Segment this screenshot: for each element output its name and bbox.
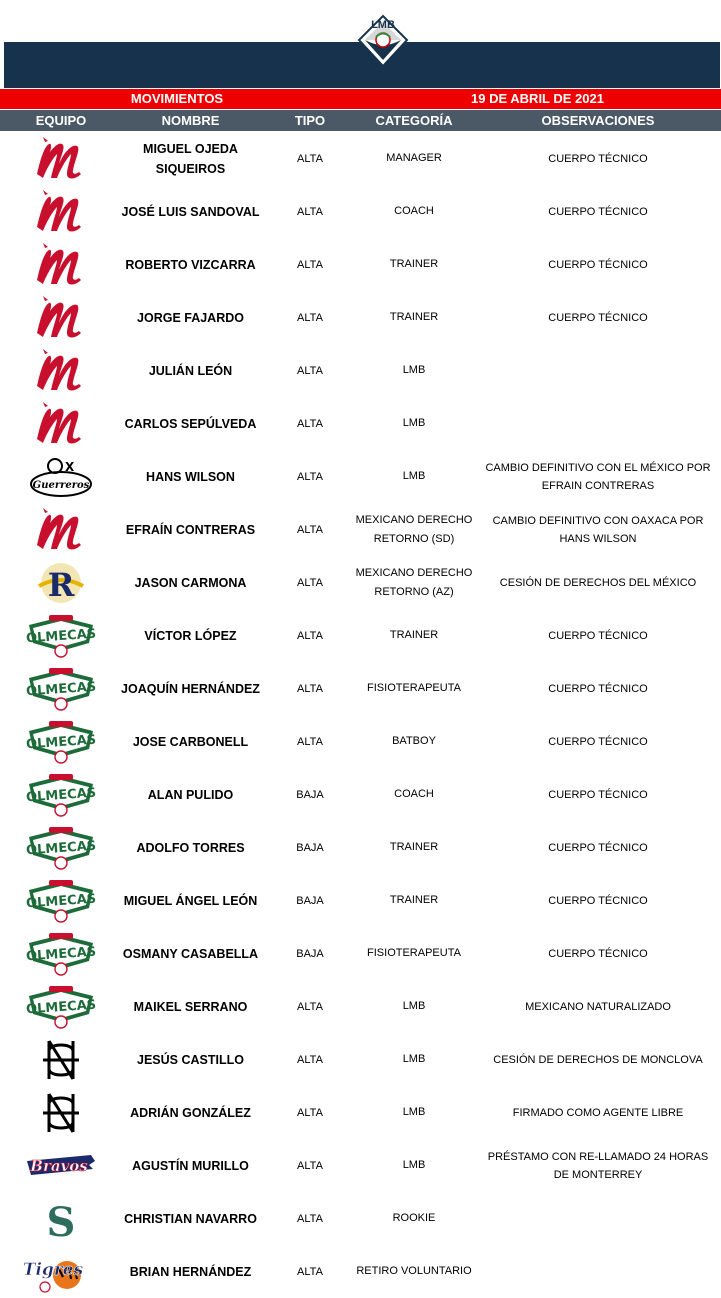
movement-observations: CAMBIO DEFINITIVO CON EL MÉXICO POR EFRAIN CONTRERAS xyxy=(485,461,711,492)
movement-category: LMB xyxy=(402,1053,426,1065)
movement-type: ALTA xyxy=(297,735,323,748)
player-name: VÍCTOR LÓPEZ xyxy=(144,628,237,643)
olmecas-logo xyxy=(23,772,99,818)
movement-type: ALTA xyxy=(297,1159,323,1172)
player-name: JESÚS CASTILLO xyxy=(137,1052,244,1067)
team-logo-cell xyxy=(18,768,104,821)
movement-type: BAJA xyxy=(296,894,324,907)
table-row xyxy=(0,662,721,715)
team-logo-cell xyxy=(18,185,104,238)
movement-observations: CUERPO TÉCNICO xyxy=(548,894,648,907)
movement-category: ROOKIE xyxy=(392,1212,436,1224)
movement-observations xyxy=(478,397,718,450)
player-name: JORGE FAJARDO xyxy=(137,310,244,325)
movement-type: ALTA xyxy=(297,1053,323,1066)
movement-category: BATBOY xyxy=(392,735,436,747)
bravos-logo xyxy=(23,1143,99,1189)
diablos-logo xyxy=(23,348,99,394)
olmecas-logo xyxy=(23,825,99,871)
olmecas-logo xyxy=(23,719,99,765)
movement-type: ALTA xyxy=(297,417,323,430)
player-name: JOSE CARBONELL xyxy=(132,734,249,749)
movement-type: ALTA xyxy=(297,1000,323,1013)
team-logo-cell xyxy=(18,291,104,344)
col-tipo: TIPO xyxy=(294,113,326,128)
table-row xyxy=(0,768,721,821)
table-row xyxy=(0,874,721,927)
team-logo-cell xyxy=(18,609,104,662)
title-bar xyxy=(0,89,721,109)
olmecas-logo xyxy=(23,666,99,712)
table-row xyxy=(0,132,721,185)
movement-category: MEXICANO DERECHO RETORNO (AZ) xyxy=(355,566,473,598)
movement-type: BAJA xyxy=(296,947,324,960)
movement-observations: CUERPO TÉCNICO xyxy=(548,311,648,324)
movement-observations: CUERPO TÉCNICO xyxy=(548,258,648,271)
table-row xyxy=(0,397,721,450)
team-logo-cell xyxy=(18,344,104,397)
movement-observations xyxy=(478,1192,718,1245)
movimientos-title: MOVIMIENTOS xyxy=(130,91,224,106)
movements-table xyxy=(0,132,721,1298)
movement-observations: CESIÓN DE DERECHOS DE MONCLOVA xyxy=(493,1053,703,1066)
diablos-logo xyxy=(23,136,99,182)
table-row xyxy=(0,1139,721,1192)
team-logo-cell xyxy=(18,238,104,291)
movement-observations: CUERPO TÉCNICO xyxy=(548,682,648,695)
movement-observations: CUERPO TÉCNICO xyxy=(548,152,648,165)
player-name: JOAQUÍN HERNÁNDEZ xyxy=(121,681,260,696)
movement-observations: MEXICANO NATURALIZADO xyxy=(525,1000,671,1013)
movement-category: FISIOTERAPEUTA xyxy=(367,682,461,694)
movement-observations: CUERPO TÉCNICO xyxy=(548,205,648,218)
table-row xyxy=(0,1086,721,1139)
player-name: JULIÁN LEÓN xyxy=(148,363,233,378)
movement-category: LMB xyxy=(402,1000,426,1012)
movement-type: ALTA xyxy=(297,311,323,324)
player-name: EFRAÍN CONTRERAS xyxy=(125,522,256,537)
table-row xyxy=(0,503,721,556)
team-logo-cell xyxy=(18,556,104,609)
table-row xyxy=(0,344,721,397)
player-name: MIGUEL OJEDA SIQUEIROS xyxy=(143,141,238,176)
movement-observations: CUERPO TÉCNICO xyxy=(548,735,648,748)
team-logo-cell xyxy=(18,980,104,1033)
lmb-logo-text: LMB xyxy=(371,19,395,31)
movement-category: LMB xyxy=(402,364,426,376)
col-observaciones: OBSERVACIONES xyxy=(541,113,655,128)
table-row xyxy=(0,927,721,980)
movement-observations xyxy=(478,344,718,397)
team-logo-cell xyxy=(18,874,104,927)
movement-type: ALTA xyxy=(297,1212,323,1225)
movement-category: TRAINER xyxy=(389,841,439,853)
movement-type: ALTA xyxy=(297,258,323,271)
movement-type: ALTA xyxy=(297,470,323,483)
movement-observations: CESIÓN DE DERECHOS DEL MÉXICO xyxy=(499,576,697,589)
diablos-logo xyxy=(23,189,99,235)
date-label: 19 DE ABRIL DE 2021 xyxy=(471,91,604,106)
player-name: AGUSTÍN MURILLO xyxy=(132,1158,249,1173)
team-logo-cell xyxy=(18,1192,104,1245)
table-row xyxy=(0,185,721,238)
diablos-logo xyxy=(23,507,99,553)
player-name: OSMANY CASABELLA xyxy=(122,946,259,961)
movement-observations xyxy=(478,1245,718,1298)
movement-category: TRAINER xyxy=(389,894,439,906)
team-logo-cell xyxy=(18,1033,104,1086)
movement-observations: CUERPO TÉCNICO xyxy=(548,841,648,854)
team-logo-cell xyxy=(18,821,104,874)
saraperos-logo xyxy=(23,1196,99,1242)
movement-category: LMB xyxy=(402,417,426,429)
player-name: HANS WILSON xyxy=(146,469,235,484)
team-logo-cell xyxy=(18,927,104,980)
table-row xyxy=(0,715,721,768)
movement-observations: CAMBIO DEFINITIVO CON OAXACA POR HANS WILSON xyxy=(492,514,704,545)
olmecas-logo xyxy=(23,878,99,924)
olmecas-logo xyxy=(23,931,99,977)
team-logo-cell xyxy=(18,503,104,556)
team-logo-cell xyxy=(18,397,104,450)
table-row xyxy=(0,609,721,662)
diablos-logo xyxy=(23,242,99,288)
player-name: ADRIÁN GONZÁLEZ xyxy=(130,1105,251,1120)
team-logo-cell xyxy=(18,450,104,503)
diablos-logo xyxy=(23,401,99,447)
player-name: ADOLFO TORRES xyxy=(136,840,245,855)
player-name: CARLOS SEPÚLVEDA xyxy=(124,416,257,431)
movement-type: ALTA xyxy=(297,629,323,642)
movement-observations: FIRMADO COMO AGENTE LIBRE xyxy=(512,1106,684,1119)
movement-type: ALTA xyxy=(297,364,323,377)
table-row xyxy=(0,238,721,291)
table-row xyxy=(0,980,721,1033)
movement-type: ALTA xyxy=(297,523,323,536)
col-equipo: EQUIPO xyxy=(35,113,87,128)
movement-type: ALTA xyxy=(297,682,323,695)
player-name: ROBERTO VIZCARRA xyxy=(125,257,256,272)
movement-type: BAJA xyxy=(296,788,324,801)
movement-type: ALTA xyxy=(297,1106,323,1119)
player-name: JOSÉ LUIS SANDOVAL xyxy=(121,204,260,219)
table-row xyxy=(0,291,721,344)
team-logo-cell xyxy=(18,662,104,715)
table-row xyxy=(0,450,721,503)
movement-type: BAJA xyxy=(296,841,324,854)
team-logo-cell xyxy=(18,1139,104,1192)
acereros-logo xyxy=(23,1037,99,1083)
movement-category: RETIRO VOLUNTARIO xyxy=(356,1265,472,1277)
guerreros-logo xyxy=(23,454,99,500)
movement-category: COACH xyxy=(394,205,434,217)
acereros-logo xyxy=(23,1090,99,1136)
movement-category: LMB xyxy=(402,1106,426,1118)
team-logo-cell xyxy=(18,1245,104,1298)
team-logo-cell xyxy=(18,1086,104,1139)
movement-type: ALTA xyxy=(297,576,323,589)
movement-category: TRAINER xyxy=(389,311,439,323)
team-logo-cell xyxy=(18,715,104,768)
movement-category: TRAINER xyxy=(389,629,439,641)
tigres-logo xyxy=(23,1249,99,1295)
table-row xyxy=(0,556,721,609)
movement-type: ALTA xyxy=(297,152,323,165)
player-name: MAIKEL SERRANO xyxy=(133,999,248,1014)
movement-type: ALTA xyxy=(297,205,323,218)
table-row xyxy=(0,821,721,874)
player-name: JASON CARMONA xyxy=(134,575,247,590)
olmecas-logo xyxy=(23,984,99,1030)
movement-category: FISIOTERAPEUTA xyxy=(367,947,461,959)
movement-type: ALTA xyxy=(297,1265,323,1278)
movement-observations: PRÉSTAMO CON RE-LLAMADO 24 HORAS DE MONTERREY xyxy=(487,1150,709,1181)
movement-category: LMB xyxy=(402,1159,426,1171)
player-name: CHRISTIAN NAVARRO xyxy=(124,1211,257,1226)
col-categoria: CATEGORÍA xyxy=(375,113,453,128)
movement-observations: CUERPO TÉCNICO xyxy=(548,629,648,642)
rieleros-logo xyxy=(23,560,99,606)
movement-category: TRAINER xyxy=(389,258,439,270)
col-nombre: NOMBRE xyxy=(161,113,220,128)
movement-observations: CUERPO TÉCNICO xyxy=(548,788,648,801)
movement-category: MANAGER xyxy=(386,152,442,164)
table-row xyxy=(0,1245,721,1298)
diablos-logo xyxy=(23,295,99,341)
table-row xyxy=(0,1033,721,1086)
player-name: ALAN PULIDO xyxy=(147,787,234,802)
movement-category: COACH xyxy=(394,788,434,800)
movement-category: LMB xyxy=(402,470,426,482)
olmecas-logo xyxy=(23,613,99,659)
column-header-row xyxy=(0,110,721,131)
lmb-logo xyxy=(355,10,411,70)
movement-category: MEXICANO DERECHO RETORNO (SD) xyxy=(355,513,473,545)
player-name: MIGUEL ÁNGEL LEÓN xyxy=(123,893,258,908)
movement-observations: CUERPO TÉCNICO xyxy=(548,947,648,960)
team-logo-cell xyxy=(18,132,104,185)
table-row xyxy=(0,1192,721,1245)
player-name: BRIAN HERNÁNDEZ xyxy=(129,1264,252,1279)
